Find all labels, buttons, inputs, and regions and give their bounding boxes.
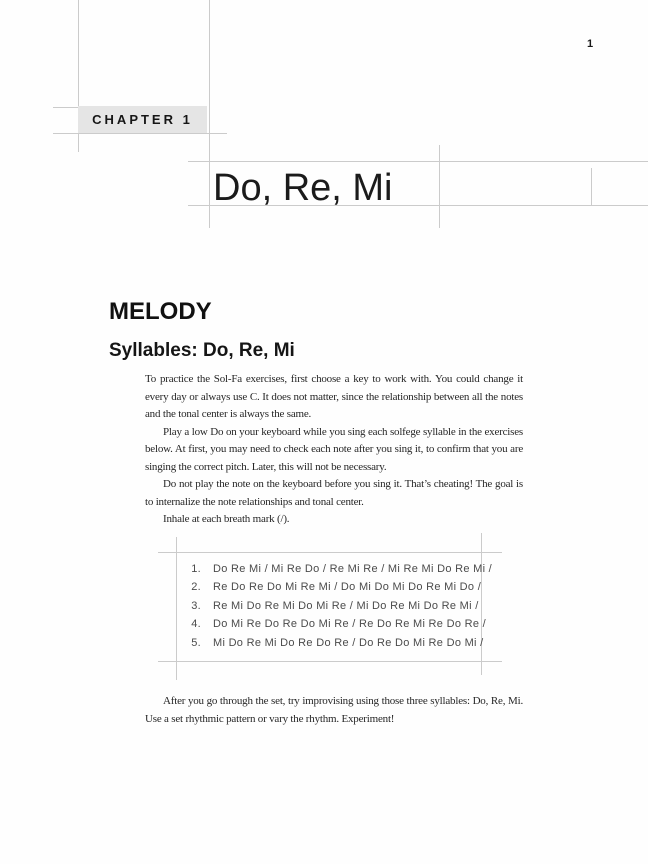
exercise-item	[187, 615, 492, 633]
grid-line-vertical-title-mid	[439, 145, 440, 228]
paragraph: Do not play the note on the keyboard before you sing it. That’s cheating! The goal is to internalize the note relationships and tonal center.	[145, 478, 523, 508]
crop-mark-list-bottom	[158, 661, 502, 662]
exercise-text: Do Re Mi / Mi Re Do / Re Mi Re / Mi Re Mi Do Re Mi /	[213, 563, 493, 575]
exercise-list	[187, 560, 492, 652]
exercise-text: Re Mi Do Re Mi Do Mi Re / Mi Do Re Mi Do Re Mi /	[213, 599, 479, 612]
body-text-block	[145, 371, 523, 529]
grid-line-title-top	[188, 161, 648, 162]
chapter-badge	[78, 106, 207, 133]
exercise-text: Mi Do Re Mi Do Re Do Re / Do Re Do Mi Re Do Mi /	[213, 636, 484, 649]
crop-mark-list-top	[158, 552, 502, 553]
page-number: 1	[586, 38, 594, 50]
section-heading: MELODY	[109, 298, 212, 325]
exercise-number: 3.	[191, 599, 201, 612]
crop-mark-list-left	[176, 537, 177, 680]
paragraph: Play a low Do on your keyboard while you sing each solfege syllable in the exercises below. At first, you may need to check each note after you sing it, to confirm that you are singing the correct pitch. Later, this will not be necessary.	[145, 425, 523, 473]
closing-text-block	[145, 693, 523, 729]
exercise-number: 1.	[191, 563, 201, 575]
exercise-item	[187, 560, 492, 578]
grid-line-vertical-title-right	[591, 168, 592, 205]
grid-line-chapter-bottom	[53, 133, 227, 134]
exercise-number: 5.	[191, 636, 201, 649]
exercise-item	[187, 578, 492, 596]
paragraph: Inhale at each breath mark (/).	[163, 513, 290, 525]
exercise-item	[187, 634, 492, 652]
chapter-title: Do, Re, Mi	[213, 167, 393, 209]
grid-line-vertical-title-left	[209, 0, 210, 228]
paragraph: To practice the Sol-Fa exercises, first choose a key to work with. You could change it every day or always use C. It does not matter, since the relationship between all the notes and the tonal center is always the same.	[145, 373, 523, 420]
exercise-text: Do Mi Re Do Re Do Mi Re / Re Do Re Mi Re Do Re /	[213, 618, 486, 631]
paragraph: After you go through the set, try improvising using those three syllables: Do, Re, Mi. Use a set rhythmic pattern or vary the rhythm. Experiment!	[145, 695, 523, 725]
exercise-number: 4.	[191, 618, 201, 631]
exercise-number: 2.	[191, 581, 201, 594]
chapter-label: CHAPTER 1	[92, 112, 193, 127]
section-subheading: Syllables: Do, Re, Mi	[109, 340, 295, 361]
exercise-item	[187, 597, 492, 615]
exercise-text: Re Do Re Do Mi Re Mi / Do Mi Do Mi Do Re Mi Do /	[213, 581, 482, 594]
